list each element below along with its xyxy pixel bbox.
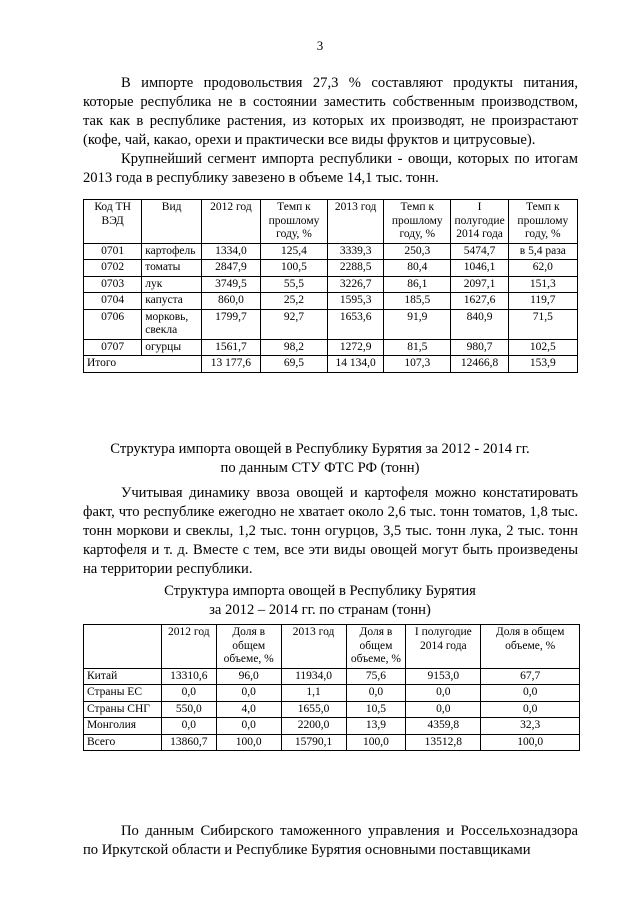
table-cell: 153,9 [508,356,577,373]
table-cell: лук [142,276,202,293]
table-cell: 125,4 [260,243,327,260]
table-cell: 1046,1 [451,260,508,277]
table-cell: 96,0 [216,668,281,685]
table-cell: Китай [84,668,162,685]
paragraph-largest-segment: Крупнейший сегмент импорта республики - овощи, которых по итогам 2013 года в республику завезено в объеме 14,1 тыс. тонн. [83,151,578,186]
table-cell: 81,5 [384,339,451,356]
table-cell: 1334,0 [202,243,261,260]
table-cell: капуста [142,293,202,310]
table-cell: 0,0 [406,685,481,702]
table1-caption-line2: по данным СТУ ФТС РФ (тонн) [220,460,420,476]
table-cell: 1595,3 [328,293,384,310]
paragraph-suppliers: По данным Сибирского таможенного управления и Россельхознадзора по Иркутской области и Республике Бурятия основными поставщиками [83,823,578,858]
table-cell: 550,0 [161,701,216,718]
table-cell: 0,0 [161,718,216,735]
table-header-row [84,200,578,244]
table-cell: 100,0 [216,734,281,751]
column-header: 2013 год [281,625,346,669]
table-cell: 13310,6 [161,668,216,685]
page-number: 3 [316,38,324,53]
table-row [84,701,580,718]
paragraph-import-share: В импорте продовольствия 27,3 % составляют продукты питания, которые республика не в состоянии заместить собственным производством, так как в республике растения, из которых их производят, не произрастают (кофе, чай, какао, орехи и практически все виды фруктов и цитрусовые). [83,75,578,148]
column-header: Доля в общем объеме, % [481,625,580,669]
table-cell: 98,2 [260,339,327,356]
table-cell: в 5,4 раза [508,243,577,260]
table-cell: Монголия [84,718,162,735]
table-cell: 5474,7 [451,243,508,260]
table-cell: 15790,1 [281,734,346,751]
table-cell: 2847,9 [202,260,261,277]
table-cell: 0701 [84,243,142,260]
table-cell: 3339,3 [328,243,384,260]
vegetable-import-table [83,199,578,373]
table-cell: 0704 [84,293,142,310]
table-total-row [84,734,580,751]
table-row [84,276,578,293]
table-cell: 4,0 [216,701,281,718]
table-cell: 860,0 [202,293,261,310]
table1-caption-line1: Структура импорта овощей в Республику Бурятия за 2012 - 2014 гг. [110,441,530,457]
table-cell: 3749,5 [202,276,261,293]
table-row [84,718,580,735]
table-cell: 185,5 [384,293,451,310]
table-cell: 67,7 [481,668,580,685]
column-header: Доля в общем объеме, % [346,625,406,669]
column-header: I полугодие 2014 года [406,625,481,669]
table-cell: 1655,0 [281,701,346,718]
table-cell: 0,0 [346,685,406,702]
table-cell: 0,0 [161,685,216,702]
table-cell: 1,1 [281,685,346,702]
table-cell: 2288,5 [328,260,384,277]
table-cell: 11934,0 [281,668,346,685]
table-cell: морковь, свекла [142,309,202,339]
table-cell: 13,9 [346,718,406,735]
column-header: Темп к прошлому году, % [260,200,327,244]
column-header: I полугодие 2014 года [451,200,508,244]
table-cell: 0,0 [406,701,481,718]
table-row [84,339,578,356]
table-cell: 9153,0 [406,668,481,685]
column-header: Код ТН ВЭД [84,200,142,244]
table-cell: 0706 [84,309,142,339]
column-header [84,625,162,669]
table-cell: 107,3 [384,356,451,373]
table-cell: 12466,8 [451,356,508,373]
table-row [84,243,578,260]
paragraph-dynamics: Учитывая динамику ввоза овощей и картофеля можно констатировать факт, что республике ежегодно не хватает около 2,6 тыс. тонн томатов, 1,8 тыс. тонн моркови и свеклы, 1,2 тыс. тонн огурцов, 3,5 тыс. тонн лука, 2 тыс. тонн картофеля и т. д. Вместе с тем, все эти виды овощей могут быть произведены на территории республики. [83,485,578,577]
column-header: 2012 год [202,200,261,244]
column-header: Темп к прошлому году, % [384,200,451,244]
table-cell: томаты [142,260,202,277]
table-cell: 2097,1 [451,276,508,293]
table-cell: 71,5 [508,309,577,339]
table-cell: 100,5 [260,260,327,277]
column-header: Темп к прошлому году, % [508,200,577,244]
table-cell: 14 134,0 [328,356,384,373]
table-cell: 86,1 [384,276,451,293]
table-cell: 1799,7 [202,309,261,339]
table-cell: 102,5 [508,339,577,356]
table-cell: Всего [84,734,162,751]
table-cell: 13512,8 [406,734,481,751]
table-cell: 151,3 [508,276,577,293]
table-cell: 1561,7 [202,339,261,356]
table-cell: 0707 [84,339,142,356]
column-header: 2012 год [161,625,216,669]
table-row [84,260,578,277]
table-row [84,685,580,702]
table-cell: огурцы [142,339,202,356]
table-cell: 10,5 [346,701,406,718]
table-cell: 2200,0 [281,718,346,735]
table-cell: 100,0 [481,734,580,751]
table-total-row [84,356,578,373]
column-header: Доля в общем объеме, % [216,625,281,669]
column-header: 2013 год [328,200,384,244]
table-cell: картофель [142,243,202,260]
table-cell: 0,0 [481,685,580,702]
table-header-row [84,625,580,669]
table-cell: 250,3 [384,243,451,260]
table-cell: 980,7 [451,339,508,356]
table-cell: 1653,6 [328,309,384,339]
table-cell: 100,0 [346,734,406,751]
table-cell: 92,7 [260,309,327,339]
column-header: Вид [142,200,202,244]
table-cell: 91,9 [384,309,451,339]
table-cell: 25,2 [260,293,327,310]
country-import-table [83,624,580,751]
table-cell: 840,9 [451,309,508,339]
table-cell: 4359,8 [406,718,481,735]
table-cell: 0703 [84,276,142,293]
table-row [84,668,580,685]
table-cell: 32,3 [481,718,580,735]
table2-caption-line1: Структура импорта овощей в Республику Бурятия [164,583,476,599]
table-cell: 62,0 [508,260,577,277]
table-cell: Страны ЕС [84,685,162,702]
table-cell: 13860,7 [161,734,216,751]
table-cell: 13 177,6 [202,356,261,373]
table-cell: 119,7 [508,293,577,310]
table-cell: 55,5 [260,276,327,293]
table-cell: 0702 [84,260,142,277]
table-cell: 80,4 [384,260,451,277]
table-cell: 1272,9 [328,339,384,356]
table-cell: 0,0 [216,718,281,735]
total-label: Итого [84,356,202,373]
table-cell: 69,5 [260,356,327,373]
table-cell: 0,0 [481,701,580,718]
table-cell: 0,0 [216,685,281,702]
table-cell: Страны СНГ [84,701,162,718]
table-cell: 75,6 [346,668,406,685]
table-cell: 1627,6 [451,293,508,310]
table-cell: 3226,7 [328,276,384,293]
table-row [84,309,578,339]
table2-caption-line2: за 2012 – 2014 гг. по странам (тонн) [209,602,431,618]
table-row [84,293,578,310]
